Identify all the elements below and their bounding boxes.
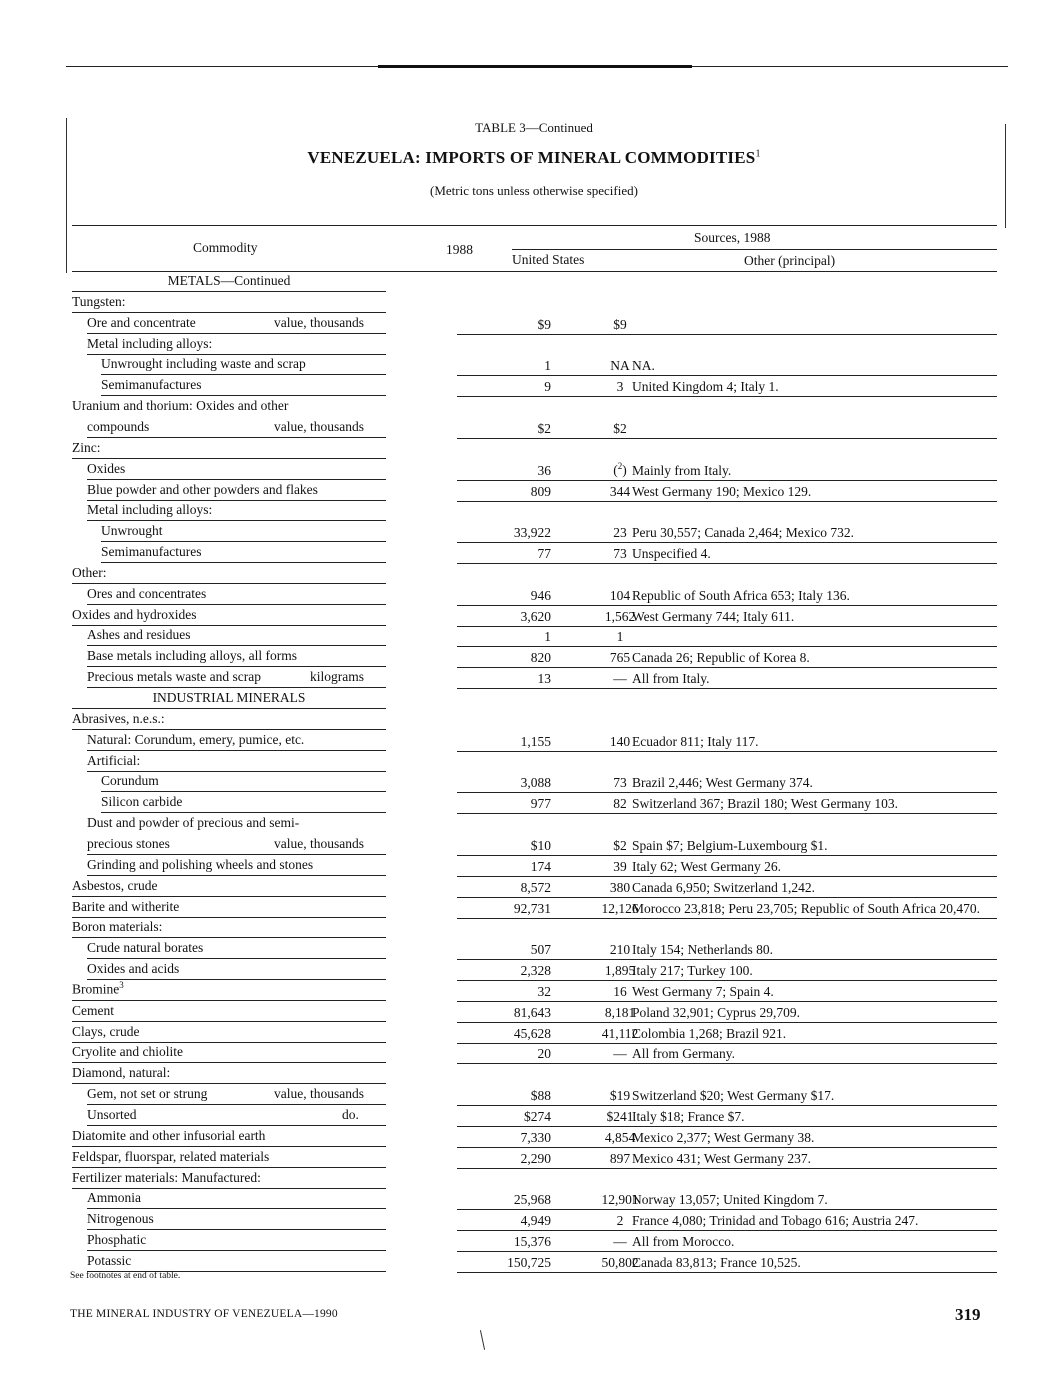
right-margin-line xyxy=(1005,124,1006,228)
value-1988-cell: 81,643 xyxy=(513,1004,551,1020)
table-row xyxy=(72,459,997,480)
united-states-cell: 1,895 xyxy=(604,963,636,979)
value-1988-cell: 8,572 xyxy=(520,879,551,895)
other-sources-cell: United Kingdom 4; Italy 1. xyxy=(632,379,779,395)
commodity-cell: Ores and concentrates xyxy=(87,585,207,601)
united-states-cell: — xyxy=(613,671,627,687)
value-1988-cell: 507 xyxy=(530,942,551,958)
value-1988-cell: 32 xyxy=(537,983,551,999)
other-sources-cell: Norway 13,057; United Kingdom 7. xyxy=(632,1192,828,1208)
commodity-cell: Cryolite and chiolite xyxy=(72,1044,183,1060)
commodity-cell: Fertilizer materials: Manufactured: xyxy=(72,1169,261,1185)
table-row xyxy=(72,1188,997,1209)
page-title xyxy=(0,148,1054,168)
scan-mark xyxy=(480,1330,485,1350)
table-row xyxy=(72,897,997,918)
other-sources-cell: Italy $18; France $7. xyxy=(632,1109,745,1124)
value-1988-cell: 15,376 xyxy=(513,1234,551,1250)
value-1988-cell: 7,330 xyxy=(520,1129,551,1145)
table-row xyxy=(72,1042,997,1063)
commodity-cell: Natural: Corundum, emery, pumice, etc. xyxy=(87,731,305,747)
united-states-cell: ($^2$) xyxy=(613,461,627,478)
other-sources-cell: Spain $7; Belgium-Luxembourg $1. xyxy=(632,837,828,853)
united-states-cell: 210 xyxy=(609,942,631,958)
other-sources-cell: West Germany 744; Italy 611. xyxy=(632,608,795,624)
value-1988-cell: $9 xyxy=(537,316,551,332)
section-heading-row xyxy=(72,271,997,292)
title-footnote-marker: 1 xyxy=(755,148,761,160)
other-sources-cell: Switzerland 367; Brazil 180; West Germany 103. xyxy=(632,796,898,812)
table-row xyxy=(72,438,997,459)
commodity-cell: Oxides and hydroxides xyxy=(72,606,197,622)
other-sources-cell: Ecuador 811; Italy 117. xyxy=(632,733,759,749)
value-1988-cell: 2,328 xyxy=(520,963,551,979)
other-sources-cell: All from Morocco. xyxy=(632,1234,735,1250)
commodity-cell: Silicon carbide xyxy=(101,794,183,810)
united-states-cell: 765 xyxy=(609,650,631,666)
value-1988-cell: 9 xyxy=(544,379,551,395)
commodity-cell: Potassic xyxy=(87,1252,132,1268)
value-1988-cell: 809 xyxy=(530,483,551,499)
commodity-cell: Asbestos, crude xyxy=(72,877,158,893)
other-sources-cell: France 4,080; Trinidad and Tobago 616; Austria 247. xyxy=(632,1213,919,1229)
united-states-cell: 3 xyxy=(616,379,624,395)
table-row xyxy=(72,730,997,751)
value-1988-cell: 1,155 xyxy=(520,733,551,749)
footnote-note: See footnotes at end of table. xyxy=(70,1271,181,1281)
united-states-cell: 380 xyxy=(609,879,631,895)
table-row xyxy=(72,1001,997,1022)
table-row xyxy=(72,792,997,813)
value-1988-cell: 33,922 xyxy=(513,525,551,541)
commodity-cell: Ammonia xyxy=(87,1190,141,1206)
value-1988-cell: $10 xyxy=(530,837,551,853)
commodity-cell: Base metals including alloys, all forms xyxy=(87,648,297,664)
title-text: VENEZUELA: IMPORTS OF MINERAL COMMODITIES xyxy=(307,148,756,167)
value-1988-cell: 77 xyxy=(537,546,551,562)
commodity-cell: Semimanufactures xyxy=(101,544,202,560)
united-states-cell: $9 xyxy=(613,316,627,332)
commodity-cell: Bromine$^3$ xyxy=(72,980,124,997)
commodity-cell: Nitrogenous xyxy=(87,1211,154,1227)
table-row xyxy=(72,1147,997,1168)
commodity-cell: Gem, not set or strung xyxy=(87,1086,208,1102)
header-sources-rule xyxy=(512,249,997,250)
top-rule-accent xyxy=(378,65,692,68)
commodity-cell: Boron materials: xyxy=(72,919,163,935)
table-row xyxy=(72,1209,997,1230)
table-row xyxy=(72,334,997,355)
commodity-cell: Ore and concentrate xyxy=(87,314,196,330)
commodity-cell: Corundum xyxy=(101,773,159,789)
page-number: 319 xyxy=(955,1305,981,1324)
table-row xyxy=(72,917,997,938)
other-sources-cell: Canada 26; Republic of Korea 8. xyxy=(632,650,810,666)
table-row xyxy=(72,542,997,563)
other-sources-cell: Brazil 2,446; West Germany 374. xyxy=(632,775,813,791)
table-row xyxy=(72,855,997,876)
value-1988-cell: 13 xyxy=(537,671,551,687)
unit-cell: do. xyxy=(342,1107,359,1122)
commodity-cell: Oxides and acids xyxy=(87,961,180,977)
united-states-cell: $19 xyxy=(609,1088,631,1104)
united-states-cell: $2 xyxy=(613,420,627,436)
unit-cell: value, thousands xyxy=(274,835,364,851)
table-row xyxy=(72,1168,997,1189)
commodity-cell: Zinc: xyxy=(72,439,101,455)
united-states-cell: 41,112 xyxy=(601,1025,639,1041)
table-row xyxy=(72,292,997,313)
value-1988-cell: 92,731 xyxy=(513,900,551,916)
value-1988-cell: 946 xyxy=(530,587,551,603)
commodity-cell: Phosphatic xyxy=(87,1232,147,1248)
section-heading-row xyxy=(72,688,997,709)
table-row xyxy=(72,959,997,980)
commodity-cell: precious stones xyxy=(87,835,170,851)
other-sources-cell: West Germany 190; Mexico 129. xyxy=(632,483,812,499)
united-states-cell: 2 xyxy=(616,1213,624,1229)
value-1988-cell: 36 xyxy=(537,462,551,478)
other-sources-cell: Mexico 431; West Germany 237. xyxy=(632,1150,812,1166)
commodity-cell: Diatomite and other infusorial earth xyxy=(72,1127,266,1143)
commodity-cell: Clays, crude xyxy=(72,1023,140,1039)
table-row xyxy=(72,521,997,542)
other-sources-cell: NA. xyxy=(632,358,655,374)
commodity-cell: Uranium and thorium: Oxides and other xyxy=(72,398,289,414)
commodity-cell: Grinding and polishing wheels and stones xyxy=(87,856,314,872)
table-row xyxy=(72,1105,997,1126)
table-row xyxy=(72,938,997,959)
table-row xyxy=(72,834,997,855)
table-row xyxy=(72,1022,997,1043)
commodity-cell: Metal including alloys: xyxy=(87,502,213,518)
table-row xyxy=(72,500,997,521)
other-sources-cell: Unspecified 4. xyxy=(632,546,711,562)
other-sources-cell: Italy 217; Turkey 100. xyxy=(632,963,753,979)
value-1988-cell: $2 xyxy=(537,420,551,436)
table-label: TABLE 3—Continued xyxy=(475,120,593,135)
value-1988-cell: 1 xyxy=(544,629,551,645)
united-states-cell: 73 xyxy=(613,546,627,562)
commodity-cell: Barite and witherite xyxy=(72,898,180,914)
unit-cell: kilograms xyxy=(310,669,364,685)
united-states-cell: 140 xyxy=(609,733,631,749)
other-sources-cell: Morocco 23,818; Peru 23,705; Republic of South Africa 20,470. xyxy=(632,900,980,916)
page-subtitle: (Metric tons unless otherwise specified) xyxy=(430,183,638,198)
table-row xyxy=(72,709,997,730)
commodity-cell: Semimanufactures xyxy=(101,377,202,393)
table-row xyxy=(72,417,997,438)
commodity-cell: Abrasives, n.e.s.: xyxy=(72,710,165,726)
table-row xyxy=(72,646,997,667)
other-sources-cell: Canada 6,950; Switzerland 1,242. xyxy=(632,879,815,895)
other-sources-cell: Canada 83,813; France 10,525. xyxy=(632,1254,801,1270)
unit-cell: value, thousands xyxy=(274,314,364,330)
table-row xyxy=(72,1230,997,1251)
unit-cell: value, thousands xyxy=(274,1086,364,1102)
table-row xyxy=(72,375,997,396)
other-sources-cell: Mexico 2,377; West Germany 38. xyxy=(632,1129,815,1145)
united-states-cell: $2 xyxy=(613,837,627,853)
other-sources-cell: Switzerland $20; West Germany $17. xyxy=(632,1088,835,1104)
value-1988-cell: $274 xyxy=(524,1109,551,1124)
commodity-cell: Ashes and residues xyxy=(87,627,191,643)
other-sources-cell: West Germany 7; Spain 4. xyxy=(632,983,774,999)
united-states-cell: 73 xyxy=(613,775,627,791)
commodity-cell: Dust and powder of precious and semi- xyxy=(87,815,300,831)
other-sources-cell: Poland 32,901; Cyprus 29,709. xyxy=(632,1004,801,1020)
value-1988-cell: 820 xyxy=(530,650,551,666)
column-header-united-states: United States xyxy=(512,252,585,267)
united-states-cell: 104 xyxy=(609,587,631,603)
commodity-cell: METALS—Continued xyxy=(167,273,291,288)
table-row xyxy=(72,813,997,834)
other-sources-cell: All from Germany. xyxy=(632,1046,735,1062)
table-row xyxy=(72,625,997,646)
table-row xyxy=(72,667,997,688)
united-states-cell: 16 xyxy=(613,983,627,999)
united-states-cell: — xyxy=(613,1234,627,1250)
united-states-cell: 1,562 xyxy=(604,608,636,624)
value-1988-cell: 2,290 xyxy=(520,1150,551,1166)
table-row xyxy=(72,1084,997,1105)
table-row xyxy=(72,480,997,501)
value-1988-cell: 3,088 xyxy=(520,775,551,791)
value-1988-cell: 3,620 xyxy=(520,608,551,624)
value-1988-cell: 4,949 xyxy=(520,1213,551,1229)
running-footer: THE MINERAL INDUSTRY OF VENEZUELA—1990 xyxy=(70,1308,338,1320)
commodity-cell: Metal including alloys: xyxy=(87,335,213,351)
table-row xyxy=(72,605,997,626)
table-row xyxy=(72,1251,997,1272)
united-states-cell: 8,181 xyxy=(604,1004,636,1020)
value-1988-cell: 20 xyxy=(537,1046,551,1062)
other-sources-cell: Italy 154; Netherlands 80. xyxy=(632,942,773,958)
commodity-cell: Unwrought xyxy=(101,523,163,539)
commodity-cell: Unsorted xyxy=(87,1107,137,1122)
commodity-cell: Cement xyxy=(72,1002,114,1018)
commodity-cell: Feldspar, fluorspar, related materials xyxy=(72,1148,270,1164)
data-row-rule xyxy=(457,1272,997,1273)
column-header-1988: 1988 xyxy=(446,242,473,257)
other-sources-cell: Republic of South Africa 653; Italy 136. xyxy=(632,587,850,603)
unit-cell: value, thousands xyxy=(274,418,364,434)
table-row xyxy=(72,980,997,1001)
table-row xyxy=(72,876,997,897)
table-row xyxy=(72,1063,997,1084)
other-sources-cell: Italy 62; West Germany 26. xyxy=(632,858,782,874)
value-1988-cell: 174 xyxy=(530,858,551,874)
commodity-cell: Blue powder and other powders and flakes xyxy=(87,481,318,497)
commodity-cell: Diamond, natural: xyxy=(72,1065,171,1081)
other-sources-cell: Mainly from Italy. xyxy=(632,462,732,478)
table-row xyxy=(72,1126,997,1147)
united-states-cell: 12,126 xyxy=(601,900,639,916)
commodity-cell: Precious metals waste and scrap xyxy=(87,669,261,685)
united-states-cell: 39 xyxy=(613,858,627,874)
united-states-cell: 23 xyxy=(613,525,627,541)
other-sources-cell: Peru 30,557; Canada 2,464; Mexico 732. xyxy=(632,525,854,541)
commodity-cell: INDUSTRIAL MINERALS xyxy=(152,690,306,705)
united-states-cell: $241 xyxy=(606,1109,634,1124)
commodity-cell: compounds xyxy=(87,418,150,434)
header-top-rule xyxy=(72,225,997,226)
table-row xyxy=(72,396,997,417)
commodity-cell: Other: xyxy=(72,564,107,580)
commodity-cell: Unwrought including waste and scrap xyxy=(101,356,306,372)
value-1988-cell: 1 xyxy=(544,358,551,374)
commodity-cell: Tungsten: xyxy=(72,293,126,309)
united-states-cell: 82 xyxy=(613,796,627,812)
column-header-commodity: Commodity xyxy=(193,240,258,255)
value-1988-cell: 25,968 xyxy=(513,1192,551,1208)
united-states-cell: 344 xyxy=(609,483,631,499)
united-states-cell: 12,901 xyxy=(601,1192,639,1208)
united-states-cell: 50,802 xyxy=(601,1254,639,1270)
table-row xyxy=(72,584,997,605)
united-states-cell: 4,854 xyxy=(604,1129,636,1145)
column-header-sources: Sources, 1988 xyxy=(694,230,771,245)
united-states-cell: — xyxy=(613,1046,627,1062)
commodity-cell: Artificial: xyxy=(87,752,141,768)
value-1988-cell: 150,725 xyxy=(507,1254,551,1270)
table-row xyxy=(72,563,997,584)
united-states-cell: 897 xyxy=(609,1150,631,1166)
united-states-cell: NA xyxy=(610,358,630,374)
table-row xyxy=(72,354,997,375)
table-row xyxy=(72,771,997,792)
value-1988-cell: $88 xyxy=(530,1088,551,1104)
united-states-cell: 1 xyxy=(616,629,624,645)
column-header-other: Other (principal) xyxy=(744,253,836,268)
commodity-cell: Crude natural borates xyxy=(87,940,204,956)
value-1988-cell: 45,628 xyxy=(513,1025,551,1041)
table-row xyxy=(72,751,997,772)
other-sources-cell: All from Italy. xyxy=(632,671,710,687)
value-1988-cell: 977 xyxy=(530,796,551,812)
table-row xyxy=(72,313,997,334)
other-sources-cell: Colombia 1,268; Brazil 921. xyxy=(632,1025,787,1041)
commodity-cell: Oxides xyxy=(87,460,126,476)
